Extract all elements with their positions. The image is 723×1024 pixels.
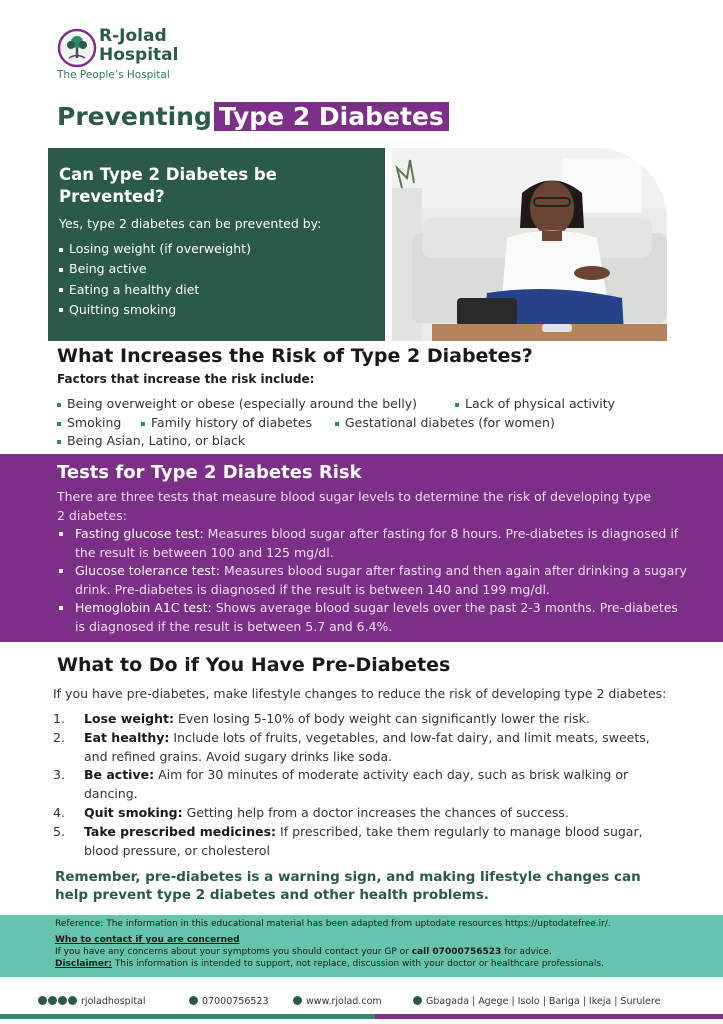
test-description: Measures blood sugar after fasting and then again after drinking a sugary drink. Pre-diabetes is diagnosed if the result is between 140 and 199 mg/dl.: [75, 563, 687, 597]
list-item: [59, 239, 251, 259]
list-item: [59, 259, 251, 279]
bullet-icon: [59, 569, 63, 573]
footer-locations-text: Gbagada | Agege | Isolo | Bariga | Ikeja | Surulere: [426, 996, 661, 1007]
tests-section: [0, 454, 723, 642]
prevention-list: [59, 239, 251, 320]
bullet-icon: [59, 532, 63, 536]
twitter-icon[interactable]: [48, 996, 57, 1005]
prediabetes-intro: If you have pre-diabetes, make lifestyle changes to reduce the risk of developing type 2 diabetes:: [53, 686, 667, 701]
bullet-icon: [57, 403, 61, 407]
disclaimer-text: This information is intended to support, not replace, discussion with your doctor or healthcare professionals.: [114, 959, 604, 969]
bullet-icon: [57, 422, 61, 426]
action-text: Include lots of fruits, vegetables, and low-fat dairy, and limit meats, sweets, and refined grains. Avoid sugary drinks like soda.: [84, 730, 650, 764]
item-number: 2.: [53, 730, 65, 745]
reference-box: [0, 915, 723, 977]
list-item-text: Being active: [69, 261, 147, 277]
list-item: [59, 280, 251, 300]
action-label: Eat healthy:: [84, 730, 170, 745]
action-text: Getting help from a doctor increases the chances of success.: [186, 805, 569, 820]
risk-item-text: Being Asian, Latino, or black: [67, 433, 246, 448]
title-part: Preventing: [57, 102, 212, 131]
reference-text: Reference: The information in this educational material has been adapted from uptodate resources https://uptodatefree.ir/.: [55, 919, 611, 929]
footer-purple-bar: [375, 1014, 723, 1019]
contact-sentence: If you have any concerns about your symptoms you should contact your GP or: [55, 947, 409, 957]
action-text: Even losing 5-10% of body weight can significantly lower the risk.: [177, 711, 590, 726]
risk-item: [57, 396, 417, 411]
prediabetes-heading: What to Do if You Have Pre-Diabetes: [57, 654, 451, 676]
risk-item: [57, 415, 121, 430]
action-item: [53, 804, 663, 823]
action-item: [53, 710, 663, 729]
footer-website-link[interactable]: www.rjolad.com: [306, 996, 382, 1007]
item-number: 1.: [53, 711, 65, 726]
item-number: 4.: [53, 805, 65, 820]
list-item-text: Quitting smoking: [69, 301, 177, 317]
globe-icon: [293, 996, 302, 1005]
risk-item-text: Family history of diabetes: [151, 415, 312, 430]
footer-green-bar: [0, 1014, 375, 1019]
risk-item-text: Gestational diabetes (for women): [345, 415, 555, 430]
footer-phone[interactable]: [189, 996, 269, 1007]
action-label: Lose weight:: [84, 711, 174, 726]
test-item: [57, 562, 687, 599]
footer-locations: [413, 996, 660, 1007]
tests-heading: Tests for Type 2 Diabetes Risk: [57, 462, 362, 483]
brand-name: R-Jolad: [99, 26, 167, 46]
action-label: Take prescribed medicines:: [84, 824, 277, 839]
action-text: If prescribed, take them regularly to manage blood sugar, blood pressure, or cholesterol: [84, 824, 643, 858]
test-label: Fasting glucose test:: [75, 526, 204, 541]
bullet-icon: [57, 440, 61, 444]
test-item: [57, 525, 687, 562]
list-item: [59, 300, 251, 320]
social-links[interactable]: [38, 996, 146, 1007]
action-label: Quit smoking:: [84, 805, 183, 820]
disclaimer-label: Disclaimer:: [55, 959, 113, 969]
action-item: [53, 729, 663, 766]
risk-item-text: Lack of physical activity: [465, 396, 616, 411]
risk-subheading: Factors that increase the risk include:: [57, 372, 315, 386]
bullet-icon: [59, 268, 63, 272]
test-label: Hemoglobin A1C test:: [75, 600, 212, 615]
test-item: [57, 599, 687, 636]
woman-testing-blood-sugar-photo: [392, 148, 667, 341]
instagram-icon[interactable]: [38, 996, 47, 1005]
item-number: 3.: [53, 767, 65, 782]
action-item: [53, 823, 663, 860]
contact-tail: for advice.: [504, 947, 552, 957]
hospital-logo-icon: [57, 28, 97, 68]
tests-intro: There are three tests that measure blood sugar levels to determine the risk of developing type 2 diabetes:: [57, 489, 652, 523]
page-title: [57, 100, 449, 134]
list-item-text: Losing weight (if overweight): [69, 241, 251, 256]
social-handle[interactable]: rjoladhospital: [81, 996, 146, 1007]
action-text: Aim for 30 minutes of moderate activity each day, such as brisk walking or dancing.: [84, 767, 629, 801]
test-description: Measures blood sugar after fasting for 8 hours. Pre-diabetes is diagnosed if the result is between 100 and 125 mg/dl.: [75, 526, 679, 560]
brand-name-line2: Hospital: [99, 45, 179, 65]
contact-text: [55, 947, 552, 957]
bullet-icon: [335, 422, 339, 426]
risk-item: [455, 396, 615, 411]
bullet-icon: [59, 288, 63, 292]
test-label: Glucose tolerance test:: [75, 563, 220, 578]
risk-item: [141, 415, 312, 430]
disclaimer: [55, 959, 604, 969]
phone-icon: [189, 996, 198, 1005]
footer-website[interactable]: [293, 996, 382, 1007]
prevention-box: [48, 148, 385, 341]
risk-item: [57, 433, 245, 448]
contact-phone-link[interactable]: call 07000756523: [411, 947, 502, 957]
bullet-icon: [59, 606, 63, 610]
bullet-icon: [59, 248, 63, 252]
tagline: The People’s Hospital: [57, 69, 170, 81]
test-description: Shows average blood sugar levels over the past 2-3 months. Pre-diabetes is diagnosed if the result is between 5.7 and 6.4%.: [75, 600, 678, 634]
contact-heading-text: Who to contact if you are concerned: [55, 935, 240, 945]
bullet-icon: [141, 422, 145, 426]
bullet-icon: [59, 308, 63, 312]
bullet-icon: [455, 403, 459, 407]
location-pin-icon: [413, 996, 422, 1005]
title-highlight: Type 2 Diabetes: [214, 102, 449, 131]
risk-item-text: Smoking: [67, 415, 122, 430]
risk-item: [335, 415, 555, 430]
footer-phone-text[interactable]: 07000756523: [202, 996, 269, 1007]
facebook-icon[interactable]: [58, 996, 67, 1005]
action-item: [53, 766, 663, 803]
remember-note: Remember, pre-diabetes is a warning sign, and making lifestyle changes can help prevent type 2 diabetes and other health problems.: [55, 869, 641, 903]
contact-heading: [55, 935, 240, 945]
list-item-text: Eating a healthy diet: [69, 281, 200, 297]
prevention-heading: Can Type 2 Diabetes be Prevented?: [59, 165, 277, 206]
linkedin-icon[interactable]: [68, 996, 77, 1005]
risk-item-text: Being overweight or obese (especially around the belly): [67, 396, 418, 411]
item-number: 5.: [53, 824, 65, 839]
action-label: Be active:: [84, 767, 155, 782]
prevention-intro: Yes, type 2 diabetes can be prevented by:: [59, 216, 322, 231]
risk-heading: What Increases the Risk of Type 2 Diabetes?: [57, 345, 533, 367]
